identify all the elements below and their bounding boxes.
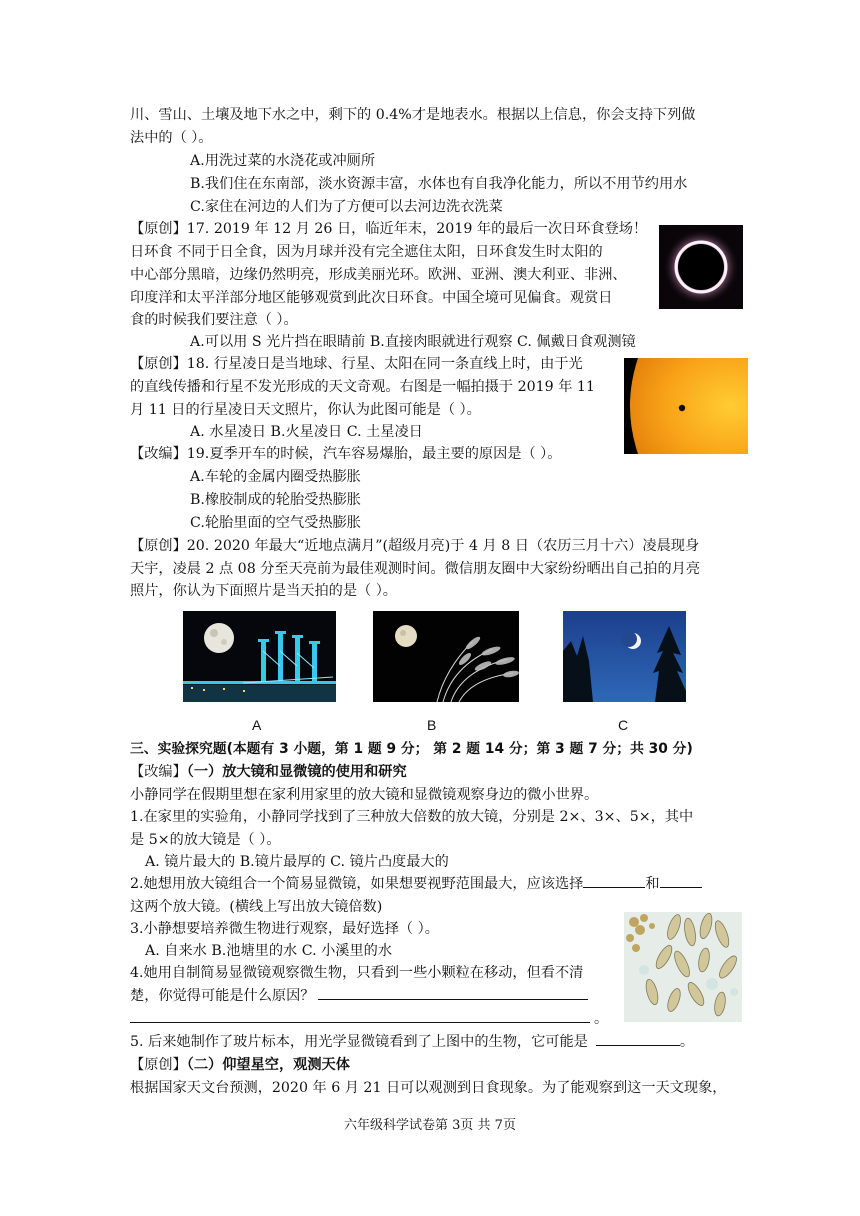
question-18-line: 【原创】18. 行星凌日是当地球、行星、太阳在同一条直线上时，由于光 bbox=[130, 356, 583, 372]
subquestion-2-and: 和 bbox=[645, 876, 660, 892]
question-20-line: 照片，你认为下面照片是当天拍的是（ ）。 bbox=[130, 583, 397, 599]
subquestion-3-options: A. 自来水 B.池塘里的水 C. 小溪里的水 bbox=[145, 943, 393, 959]
page-footer: 六年级科学试卷第 3页 共 7页 bbox=[344, 1118, 516, 1133]
part-1-heading: （一）放大镜和显微镜的使用和研究 bbox=[186, 764, 407, 780]
subquestion-1-options: A. 镜片最大的 B.镜片最厚的 C. 镜片凸度最大的 bbox=[145, 854, 449, 870]
question-18-options: A. 水星凌日 B.火星凌日 C. 土星凌日 bbox=[190, 424, 423, 440]
paragraph: 根据国家天文台预测，2020 年 6 月 21 日可以观测到日食现象。为了能观察到这一天文现象， bbox=[130, 1080, 727, 1096]
section-3-heading: 三、实验探究题(本题有 3 小题，第 1 题 9 分； 第 2 题 14 分；第 3 题 7 分；共 30 分) bbox=[130, 741, 693, 757]
subquestion-3-line: 3.小静想要培养微生物进行观察，最好选择（ ）。 bbox=[130, 921, 439, 937]
moon-photo-c bbox=[563, 611, 686, 702]
photo-label-a: A bbox=[252, 717, 262, 733]
answer-blank-2[interactable] bbox=[660, 873, 702, 888]
option-a: A.用洗过菜的水浇花或冲厕所 bbox=[190, 153, 376, 169]
subquestion-1-line: 是 5×的放大镜是（ ）。 bbox=[130, 832, 281, 848]
option-b: B.我们住在东南部，淡水资源丰富，水体也有自我净化能力，所以不用节约用水 bbox=[190, 176, 688, 192]
question-20-line: 【原创】20. 2020 年最大“近地点满月”(超级月亮)于 4 月 8 日（农历三月十六）凌晨现身 bbox=[130, 538, 700, 554]
part-2-title bbox=[130, 1054, 350, 1076]
subquestion-4-line: 4.她用自制简易显微镜观察微生物，只看到一些小颗粒在移动，但看不清 bbox=[130, 965, 584, 981]
question-17-options: A.可以用 S 光片挡在眼睛前 B.直接肉眼就进行观察 C. 佩戴日食观测镜 bbox=[190, 334, 636, 350]
answer-blank-3[interactable] bbox=[318, 985, 588, 1000]
question-19-line: 【改编】19.夏季开车的时候，汽车容易爆胎，最主要的原因是（ ）。 bbox=[130, 446, 562, 462]
subquestion-2-line: 这两个放大镜。(横线上写出放大镜倍数) bbox=[130, 899, 383, 915]
subquestion-2-text: 2.她想用放大镜组合一个简易显微镜，如果想要视野范围最大，应该选择 bbox=[130, 876, 584, 892]
paragraph: 小静同学在假期里想在家利用家里的放大镜和显微镜观察身边的微小世界。 bbox=[130, 787, 599, 803]
part-1-tag: 【改编】 bbox=[130, 764, 187, 780]
photo-label-b: B bbox=[427, 717, 437, 733]
subquestion-4-answer-line bbox=[130, 1008, 608, 1030]
moon-photo-a bbox=[183, 611, 336, 702]
option-c: C.轮胎里面的空气受热膨胀 bbox=[190, 515, 361, 531]
planet-transit-image bbox=[624, 358, 748, 454]
answer-blank-4[interactable] bbox=[130, 1008, 590, 1023]
period: 。 bbox=[679, 1034, 695, 1050]
subquestion-4-text: 楚，你觉得可能是什么原因？ bbox=[130, 988, 315, 1004]
option-b: B.橡胶制成的轮胎受热膨胀 bbox=[190, 492, 361, 508]
text-line: 川、雪山、土壤及地下水之中，剩下的 0.4%才是地表水。根据以上信息，你会支持下列做 bbox=[130, 107, 696, 123]
question-18-line: 的直线传播和行星不发光形成的天文奇观。右图是一幅拍摄于 2019 年 11 bbox=[130, 379, 595, 395]
question-17-line: 日环食 不同于日全食，因为月球并没有完全遮住太阳，日环食发生时太阳的 bbox=[130, 244, 603, 260]
subquestion-2-line bbox=[130, 873, 702, 895]
moon-photo-b bbox=[373, 611, 519, 702]
question-18-line: 月 11 日的行星凌日天文照片，你认为此图可能是（ ）。 bbox=[130, 402, 481, 418]
question-17-line: 【原创】17. 2019 年 12 月 26 日，临近年末，2019 年的最后一次日环食登场！ bbox=[130, 221, 648, 237]
subquestion-5-line bbox=[130, 1031, 694, 1053]
part-2-heading: （二）仰望星空，观测天体 bbox=[186, 1057, 350, 1073]
part-1-title bbox=[130, 761, 407, 783]
text-line: 法中的（ ）。 bbox=[130, 130, 213, 146]
question-17-line: 中心部分黑暗，边缘仍然明亮，形成美丽光环。欧洲、亚洲、澳大利亚、非洲、 bbox=[130, 267, 627, 283]
photo-label-c: C bbox=[618, 717, 629, 733]
part-2-tag: 【原创】 bbox=[130, 1057, 187, 1073]
annular-eclipse-image bbox=[659, 225, 743, 309]
subquestion-4-line bbox=[130, 985, 588, 1007]
answer-blank-5[interactable] bbox=[596, 1031, 680, 1046]
question-17-line: 食的时候我们要注意（ ）。 bbox=[130, 312, 298, 328]
period: 。 bbox=[594, 1011, 609, 1027]
subquestion-1-line: 1.在家里的实验角，小静同学找到了三种放大倍数的放大镜，分别是 2×、3×、5×，其中 bbox=[130, 809, 694, 825]
option-c: C.家住在河边的人们为了方便可以去河边洗衣洗菜 bbox=[190, 199, 503, 215]
answer-blank-1[interactable] bbox=[583, 873, 645, 888]
question-20-line: 天宇，凌晨 2 点 08 分至天亮前为最佳观测时间。微信朋友圈中大家纷纷晒出自己拍的月亮 bbox=[130, 561, 701, 577]
microorganism-image bbox=[624, 912, 742, 1022]
option-a: A.车轮的金属内圈受热膨胀 bbox=[190, 469, 361, 485]
question-17-line: 印度洋和太平洋部分地区能够观赏到此次日环食。中国全境可见偏食。观赏日 bbox=[130, 290, 613, 306]
subquestion-5-text: 5. 后来她制作了玻片标本，用光学显微镜看到了上图中的生物，它可能是 bbox=[130, 1034, 588, 1050]
